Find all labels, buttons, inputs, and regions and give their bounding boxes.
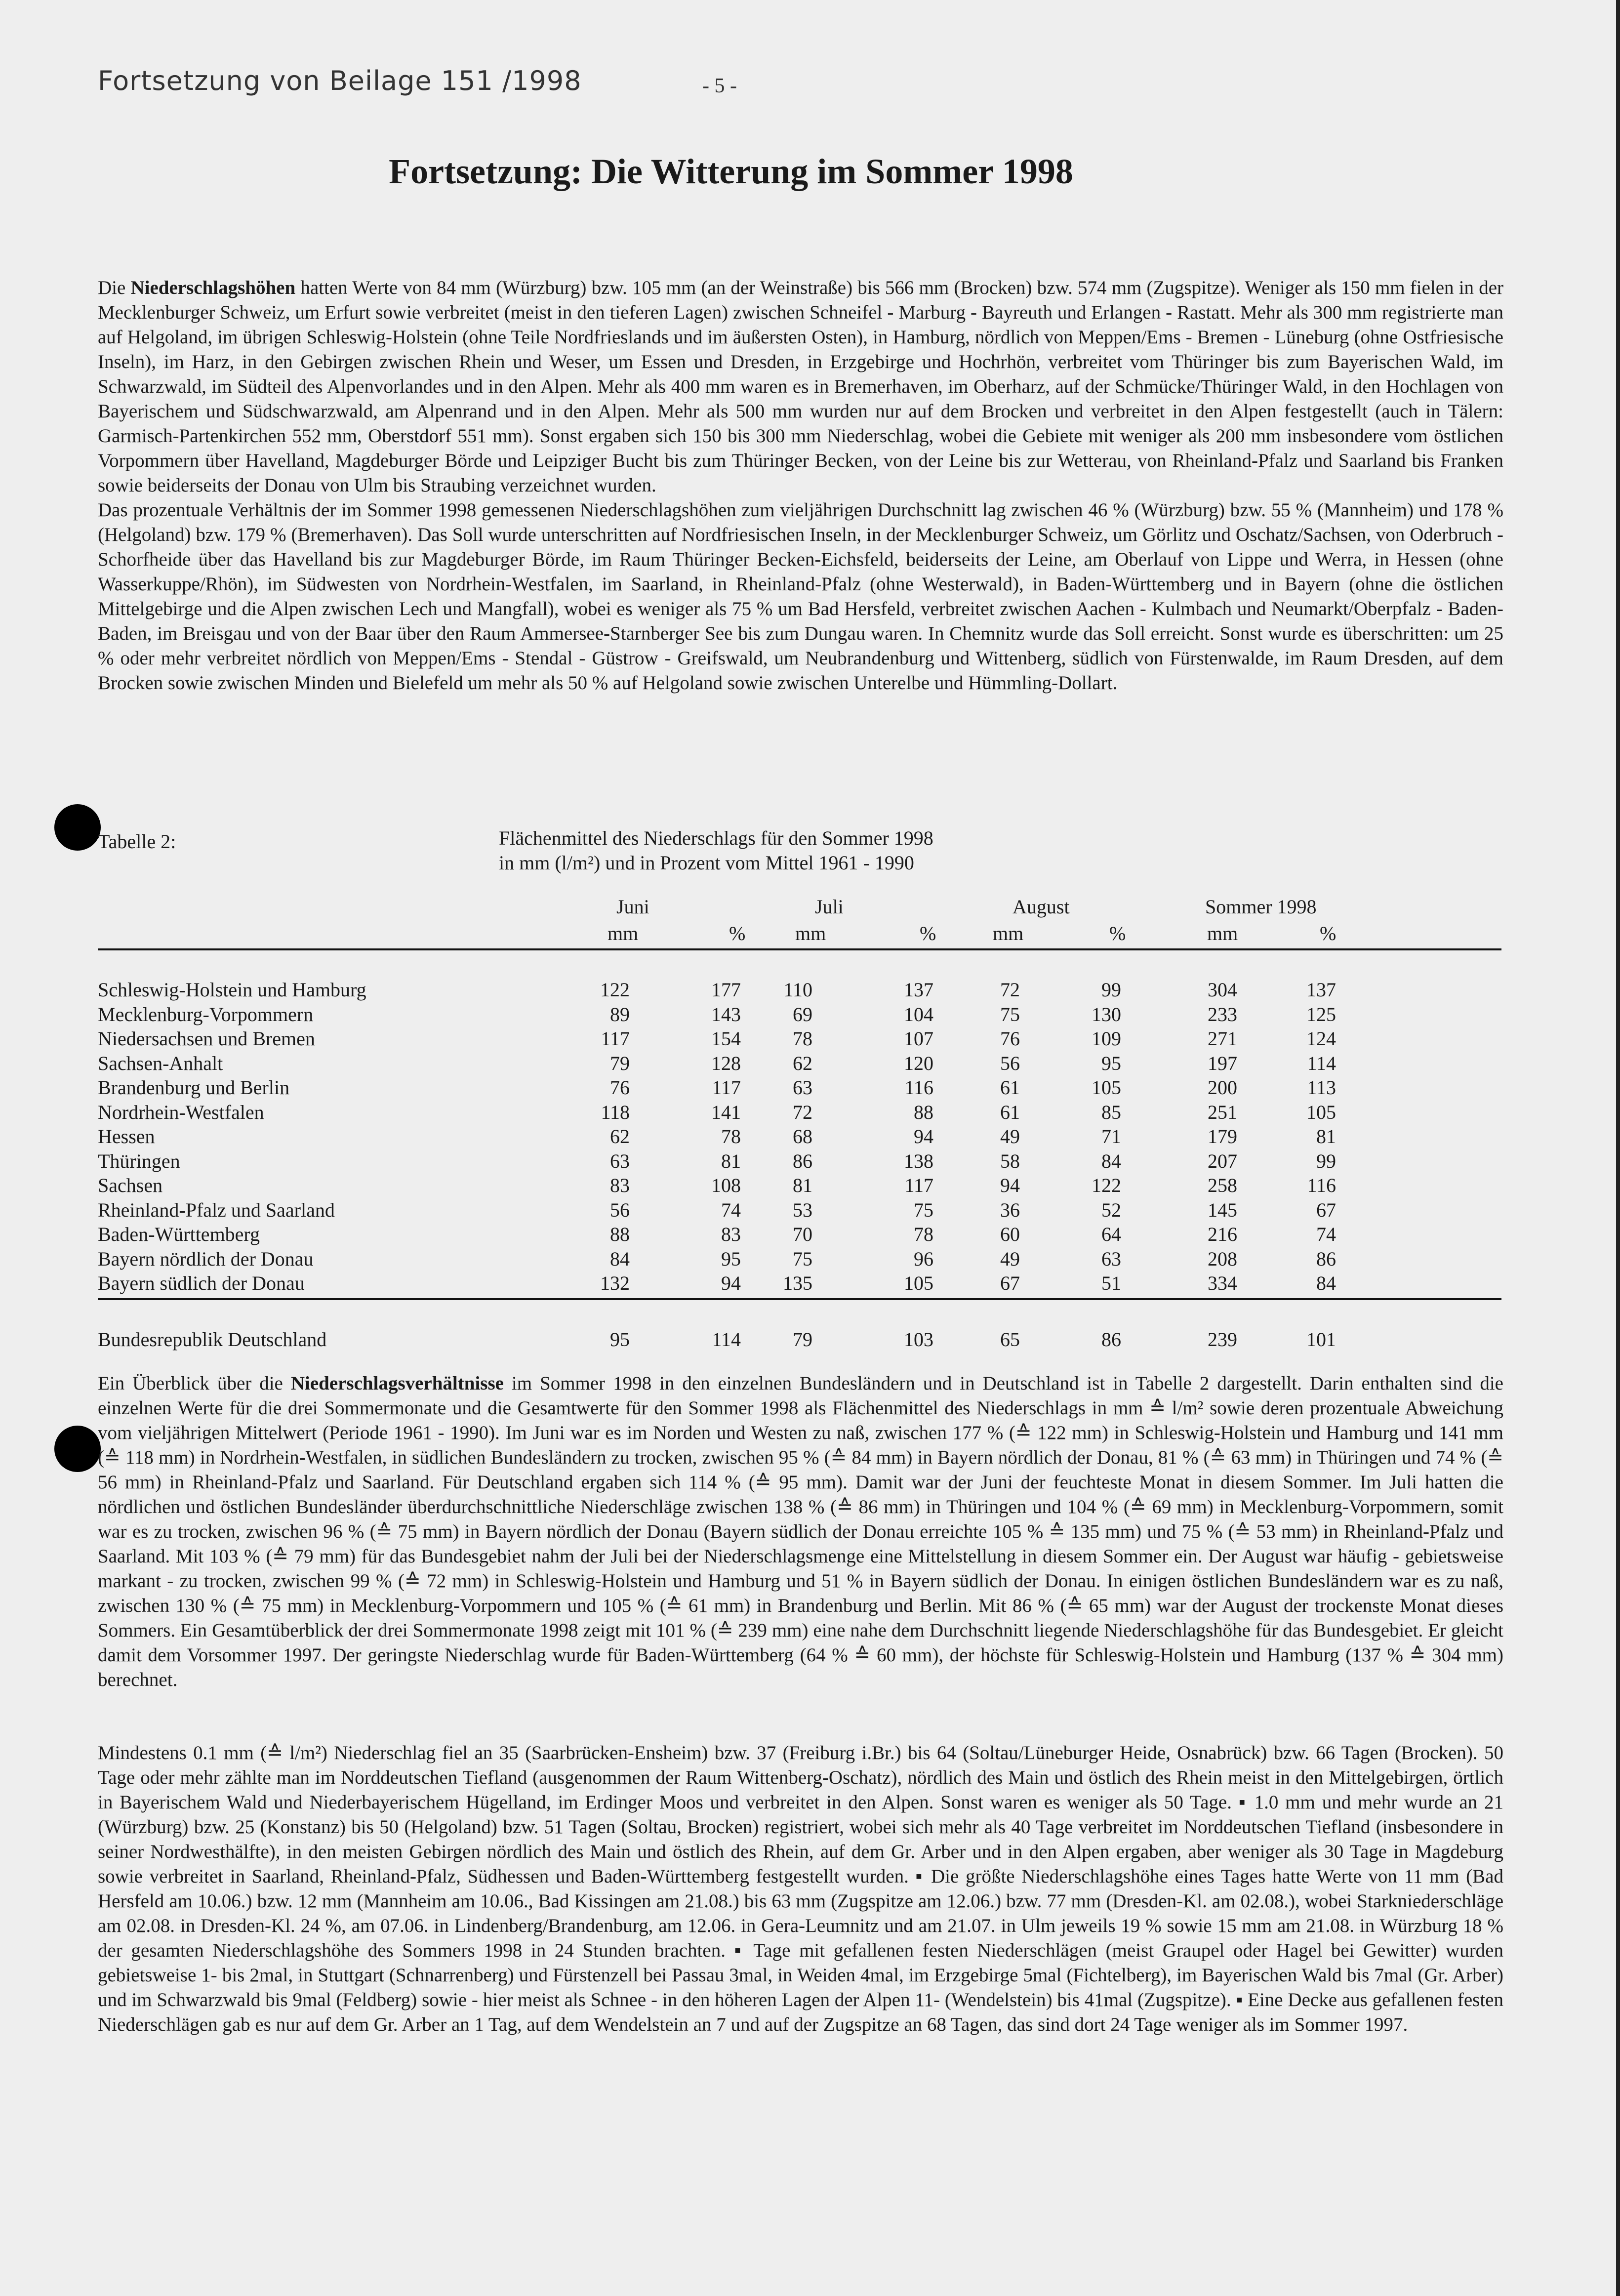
table-cell: 95 bbox=[1101, 1052, 1121, 1074]
table-total-cell: 103 bbox=[904, 1328, 933, 1351]
table-cell: 81 bbox=[1316, 1125, 1336, 1148]
table-cell: 89 bbox=[610, 1003, 630, 1025]
unit-header: % bbox=[1320, 922, 1336, 944]
table-cell: 132 bbox=[600, 1272, 630, 1294]
table-cell: 64 bbox=[1101, 1223, 1121, 1245]
table-cell: 81 bbox=[721, 1149, 741, 1172]
table-cell: 75 bbox=[793, 1247, 812, 1270]
table-cell: 49 bbox=[1000, 1247, 1020, 1270]
table-total-cell: 239 bbox=[1208, 1328, 1237, 1351]
table-cell: 85 bbox=[1101, 1101, 1121, 1123]
paragraph-precipitation-overview bbox=[98, 1371, 1503, 1692]
table-cell: 56 bbox=[1000, 1052, 1020, 1074]
table-cell: 116 bbox=[904, 1076, 933, 1099]
table-cell: 74 bbox=[721, 1198, 741, 1221]
table-cell: 36 bbox=[1000, 1198, 1020, 1221]
table-cell: 207 bbox=[1208, 1149, 1237, 1172]
para1-bold: Niederschlagshöhen bbox=[130, 277, 296, 298]
para1-text: hatten Werte von 84 mm (Würzburg) bzw. 105 mm (an der Weinstraße) bis 566 mm (Brocken) bzw. 574 mm (Zugspitze). Weniger als 150 mm fielen in der Mecklenburger Schweiz, um Erfurt sowie verbreitet (meist in den tieferen Lagen) zwischen Schneifel - Marburg - Bayreuth und Erlangen - Rastatt. Mehr als 300 mm registrierte man auf Helgoland, im übrigen Schleswig-Holstein (ohne Teile Nordfrieslands und im äußersten Osten), in Hamburg, nördlich von Meppen/Ems - Bremen - Lüneburg (ohne Ostfriesische Inseln), im Harz, in den Gebirgen zwischen Rhein und Weser, um Essen und Dresden, in Erzgebirge und Hochrhön, verbreitet vom Thüringer bis zum Bayerischen Wald, im Schwarzwald, im Südteil des Alpenvorlandes und in den Alpen. Mehr als 400 mm waren es in Bremerhaven, im Oberharz, auf der Schmücke/Thüringer Wald, in den Hochlagen von Bayerischem und Südschwarzwald, am Alpenrand und in den Alpen. Mehr als 500 mm wurden nur auf dem Brocken und verbreitet in den Alpen festgestellt (auch in Tälern: Garmisch-Partenkirchen 552 mm, Oberstdorf 551 mm). Sonst ergaben sich 150 bis 300 mm Niederschlag, wobei die Gebiete mit weniger als 200 mm insbesondere vom östlichen Vorpommern über Havelland, Magdeburger Börde und Leipziger Bucht bis zum Thüringer Becken, von der Leine bis zur Wetterau, von Rheinland-Pfalz und Saarland bis Franken sowie beiderseits der Donau von Ulm bis Straubing verzeichnet wurden. bbox=[98, 277, 1504, 496]
table-total-cell: 65 bbox=[1000, 1328, 1020, 1351]
table-cell: 72 bbox=[1000, 979, 1020, 1001]
table-total-cell: 86 bbox=[1101, 1328, 1121, 1351]
table-cell: 99 bbox=[1316, 1149, 1336, 1172]
table-label: Tabelle 2: bbox=[98, 830, 176, 853]
table-row-label: Sachsen bbox=[98, 1174, 163, 1196]
table-cell: 304 bbox=[1208, 979, 1237, 1001]
group-header-juli: Juli bbox=[815, 896, 844, 918]
table-cell: 53 bbox=[793, 1198, 812, 1221]
table-cell: 67 bbox=[1316, 1198, 1336, 1221]
table-cell: 109 bbox=[1092, 1027, 1121, 1050]
para3-text: im Sommer 1998 in den einzelnen Bundesländern und in Deutschland ist in Tabelle 2 dargestellt. Darin enthalten sind die einzelnen Werte für die drei Sommermonate und die Gesamtwerte für den Sommer 1998 als Flächenmittel des Niederschlags in mm ≙ l/m² sowie deren prozentuale Abweichung vom vieljährigen Mittelwert (Periode 1961 - 1990). Im Juni war es im Norden und Westen zu naß, zwischen 177 % (≙ 122 mm) in Schleswig-Holstein und Hamburg und 141 mm (≙ 118 mm) in Nordrhein-Westfalen, in südlichen Bundesländern zu trocken, zwischen 95 % (≙ 84 mm) in Bayern nördlich der Donau, 81 % (≙ 63 mm) in Thüringen und 74 % (≙ 56 mm) in Rheinland-Pfalz und Saarland. Für Deutschland ergaben sich 114 % (≙ 95 mm). Damit war der Juni der feuchteste Monat in diesem Sommer. Im Juli hatten die nördlichen und östlichen Bundesländer überdurchschnittliche Niederschläge zwischen 138 % (≙ 86 mm) in Thüringen und 104 % (≙ 69 mm) in Mecklenburg-Vorpommern, somit war es zu trocken, zwischen 96 % (≙ 75 mm) in Bayern nördlich der Donau (Bayern südlich der Donau erreichte 105 % ≙ 135 mm) und 75 % (≙ 53 mm) in Rheinland-Pfalz und Saarland. Mit 103 % (≙ 79 mm) für das Bundesgebiet nahm der Juli bei der Niederschlagsmenge eine Mittelstellung in diesem Sommer ein. Der August war häufig - gebietsweise markant - zu trocken, zwischen 99 % (≙ 72 mm) in Schleswig-Holstein und Hamburg und 51 % in Bayern südlich der Donau. In einigen östlichen Bundesländern war es zu naß, zwischen 130 % (≙ 75 mm) in Mecklenburg-Vorpommern und 105 % (≙ 61 mm) in Brandenburg und Berlin. Mit 86 % (≙ 65 mm) war der August der trockenste Monat dieses Sommers. Ein Gesamtüberblick der drei Sommermonate 1998 zeigt mit 101 % (≙ 239 mm) eine nahe dem Durchschnitt liegende Niederschlagshöhe für das Bundesgebiet. Er gleicht damit dem Vorsommer 1997. Der geringste Niederschlag wurde für Baden-Württemberg (64 % ≙ 60 mm), der höchste für Schleswig-Holstein und Hamburg (137 % ≙ 304 mm) berechnet. bbox=[98, 1373, 1503, 1690]
table-cell: 60 bbox=[1000, 1223, 1020, 1245]
table-cell: 271 bbox=[1208, 1027, 1237, 1050]
table-cell: 110 bbox=[783, 979, 812, 1001]
table-cell: 86 bbox=[793, 1149, 812, 1172]
para3-bold: Niederschlagsverhältnisse bbox=[290, 1373, 504, 1394]
table-cell: 79 bbox=[610, 1052, 630, 1074]
group-header-sommer: Sommer 1998 bbox=[1205, 896, 1317, 918]
table-cell: 177 bbox=[711, 979, 741, 1001]
table-cell: 130 bbox=[1092, 1003, 1121, 1025]
table-row-label: Sachsen-Anhalt bbox=[98, 1052, 223, 1074]
table-cell: 197 bbox=[1208, 1052, 1237, 1074]
table-cell: 200 bbox=[1208, 1076, 1237, 1099]
table-cell: 67 bbox=[1000, 1272, 1020, 1294]
table-total-cell: 95 bbox=[610, 1328, 630, 1351]
table-cell: 51 bbox=[1101, 1272, 1121, 1294]
table-cell: 117 bbox=[601, 1027, 630, 1050]
page-title: Fortsetzung: Die Witterung im Sommer 1998 bbox=[389, 152, 1073, 191]
table-cell: 99 bbox=[1101, 979, 1121, 1001]
table-cell: 135 bbox=[783, 1272, 812, 1294]
table-cell: 137 bbox=[904, 979, 933, 1001]
table-cell: 61 bbox=[1000, 1101, 1020, 1123]
table-cell: 75 bbox=[1000, 1003, 1020, 1025]
table-cell: 154 bbox=[711, 1027, 741, 1050]
table-cell: 96 bbox=[914, 1247, 933, 1270]
unit-header: mm bbox=[1207, 922, 1238, 944]
paragraph-precipitation-days: Mindestens 0.1 mm (≙ l/m²) Niederschlag fiel an 35 (Saarbrücken-Ensheim) bzw. 37 (Freiburg i.Br.) bis 64 (Soltau/Lüneburger Heide, Osnabrück) bzw. 66 Tagen (Brocken). 50 Tage oder mehr zählte man im Norddeutschen Tiefland (ausgenommen der Raum Wittenberg-Oschatz), nördlich des Main und östlich des Rhein meist in den Mittelgebirgen, örtlich in Bayerischem Wald und Niederbayerischem Hügelland, im Erdinger Moos und verbreitet in den Alpen. Sonst waren es weniger als 50 Tage. ▪ 1.0 mm und mehr wurde an 21 (Würzburg) bzw. 25 (Konstanz) bis 50 (Helgoland) bzw. 51 Tagen (Soltau, Brocken) registriert, wobei sich mehr als 40 Tage verbreitet im Norddeutschen Tiefland (insbesondere in seiner Nordwesthälfte), in den meisten Gebirgen nördlich des Main und östlich des Rhein, auf dem Gr. Arber und in den Alpen ergaben, aber weniger als 30 Tage in Magdeburg sowie verbreitet in Saarland, Rheinland-Pfalz, Südhessen und Baden-Württemberg festgestellt wurden. ▪ Die größte Niederschlagshöhe eines Tages hatte Werte von 11 mm (Bad Hersfeld am 10.06.) bzw. 12 mm (Mannheim am 10.06., Bad Kissingen am 21.08.) bis 63 mm (Zugspitze am 12.06.) bzw. 77 mm (Dresden-Kl. am 02.08.), wobei Starkniederschläge am 02.08. in Dresden-Kl. 24 %, am 07.06. in Lindenberg/Brandenburg, am 12.06. in Gera-Leumnitz und am 21.07. in Ulm jeweils 19 % sowie 15 mm am 21.08. in Würzburg 18 % der gesamten Niederschlagshöhe des Sommers 1998 in 24 Stunden brachten. ▪ Tage mit gefallenen festen Niederschlägen (meist Graupel oder Hagel bei Gewitter) wurden gebietsweise 1- bis 2mal, in Stuttgart (Schnarrenberg) und Fürstenzell bei Passau 3mal, in Weiden 4mal, im Erzgebirge 5mal (Fichtelberg), im Bayerischen Wald bis 7mal (Gr. Arber) und im Schwarzwald bis 9mal (Feldberg) sowie - hier meist als Schnee - in den höheren Lagen der Alpen 11- (Wendelstein) bis 41mal (Zugspitze). ▪ Eine Decke aus gefallenen festen Niederschlägen gab es nur auf dem Gr. Arber an 1 Tag, auf dem Wendelstein an 7 und auf der Zugspitze an 68 Tagen, das sind dort 24 Tage weniger als im Sommer 1997. bbox=[98, 1742, 1503, 2035]
table-cell: 86 bbox=[1316, 1247, 1336, 1270]
table-cell: 107 bbox=[904, 1027, 933, 1050]
table-rule bbox=[98, 948, 1501, 950]
table-cell: 88 bbox=[914, 1101, 933, 1123]
table-row-label: Niedersachsen und Bremen bbox=[98, 1027, 315, 1050]
table-cell: 122 bbox=[600, 979, 630, 1001]
group-header-august: August bbox=[1012, 896, 1070, 918]
table-cell: 251 bbox=[1208, 1101, 1237, 1123]
table-cell: 108 bbox=[711, 1174, 741, 1196]
table-caption bbox=[499, 826, 933, 875]
table-row-label: Bayern nördlich der Donau bbox=[98, 1247, 314, 1270]
table-cell: 70 bbox=[793, 1223, 812, 1245]
table-cell: 63 bbox=[793, 1076, 812, 1099]
table-row-label: Schleswig-Holstein und Hamburg bbox=[98, 979, 366, 1001]
punch-hole bbox=[54, 804, 101, 851]
table-caption-line2: in mm (l/m²) und in Prozent vom Mittel 1961 - 1990 bbox=[499, 852, 914, 874]
table-cell: 114 bbox=[1307, 1052, 1336, 1074]
table-cell: 179 bbox=[1208, 1125, 1237, 1148]
unit-header: % bbox=[1109, 922, 1126, 944]
table-row-label: Baden-Württemberg bbox=[98, 1223, 260, 1245]
table-cell: 63 bbox=[1101, 1247, 1121, 1270]
table-cell: 105 bbox=[1092, 1076, 1121, 1099]
table-total-label: Bundesrepublik Deutschland bbox=[98, 1328, 327, 1351]
table-cell: 78 bbox=[721, 1125, 741, 1148]
group-header-juni: Juni bbox=[616, 896, 649, 918]
table-cell: 88 bbox=[610, 1223, 630, 1245]
page-number: - 5 - bbox=[702, 75, 737, 97]
table-row-label: Mecklenburg-Vorpommern bbox=[98, 1003, 314, 1025]
unit-header: mm bbox=[608, 922, 639, 944]
table-row-label: Bayern südlich der Donau bbox=[98, 1272, 305, 1294]
table-cell: 104 bbox=[904, 1003, 933, 1025]
table-cell: 74 bbox=[1316, 1223, 1336, 1245]
page-header: Fortsetzung von Beilage 151 /1998 bbox=[98, 65, 582, 96]
unit-header: % bbox=[729, 922, 746, 944]
table-cell: 128 bbox=[711, 1052, 741, 1074]
table-cell: 76 bbox=[1000, 1027, 1020, 1050]
table-cell: 62 bbox=[610, 1125, 630, 1148]
table-cell: 116 bbox=[1307, 1174, 1336, 1196]
table-cell: 84 bbox=[610, 1247, 630, 1270]
table-cell: 95 bbox=[721, 1247, 741, 1270]
punch-hole bbox=[54, 1426, 101, 1472]
unit-header: mm bbox=[993, 922, 1024, 944]
table-cell: 81 bbox=[793, 1174, 812, 1196]
table-cell: 75 bbox=[914, 1198, 933, 1221]
table-cell: 334 bbox=[1208, 1272, 1237, 1294]
table-cell: 233 bbox=[1208, 1003, 1237, 1025]
table-row-label: Thüringen bbox=[98, 1149, 180, 1172]
table-cell: 143 bbox=[711, 1003, 741, 1025]
table-row-label: Hessen bbox=[98, 1125, 155, 1148]
table-row-label: Brandenburg und Berlin bbox=[98, 1076, 290, 1099]
table-cell: 71 bbox=[1101, 1125, 1121, 1148]
table-cell: 105 bbox=[1306, 1101, 1336, 1123]
table-cell: 208 bbox=[1208, 1247, 1237, 1270]
table-cell: 63 bbox=[610, 1149, 630, 1172]
table-caption-line1: Flächenmittel des Niederschlags für den Sommer 1998 bbox=[499, 827, 933, 849]
table-cell: 216 bbox=[1208, 1223, 1237, 1245]
para3-lead: Ein Überblick über die bbox=[98, 1373, 291, 1394]
table-cell: 94 bbox=[721, 1272, 741, 1294]
table-cell: 94 bbox=[914, 1125, 933, 1148]
table-cell: 62 bbox=[793, 1052, 812, 1074]
table-cell: 258 bbox=[1208, 1174, 1237, 1196]
table-cell: 49 bbox=[1000, 1125, 1020, 1148]
table-rule bbox=[98, 1298, 1501, 1300]
table-cell: 122 bbox=[1092, 1174, 1121, 1196]
table-cell: 113 bbox=[1307, 1076, 1336, 1099]
table-cell: 76 bbox=[610, 1076, 630, 1099]
table-cell: 61 bbox=[1000, 1076, 1020, 1099]
para2-text: Das prozentuale Verhältnis der im Sommer 1998 gemessenen Niederschlagshöhen zum vieljährigen Durchschnitt lag zwischen 46 % (Würzburg) bzw. 55 % (Mannheim) und 178 % (Helgoland) bzw. 179 % (Bremerhaven). Das Soll wurde unterschritten auf Nordfriesischen Inseln, in der Mecklenburger Schweiz, um Görlitz und Oschatz/Sachsen, von Oderbruch - Schorfheide über das Havelland bis zur Magdeburger Börde, im Raum Thüringer Becken-Eichsfeld, beiderseits der Leine, am Oberlauf von Lippe und Werra, in Hessen (ohne Wasserkuppe/Rhön), im Südwesten von Nordrhein-Westfalen, im Saarland, in Rheinland-Pfalz (ohne Westerwald), in Baden-Württemberg und in Bayern (ohne die östlichen Mittelgebirge und die Alpen zwischen Lech und Mangfall), wobei es weniger als 75 % um Bad Hersfeld, verbreitet zwischen Aachen - Kulmbach und Neumarkt/Oberpfalz - Baden-Baden, im Breisgau und von der Baar über den Raum Ammersee-Starnberger See bis zum Dungau waren. In Chemnitz wurde das Soll erreicht. Sonst wurde es überschritten: um 25 % oder mehr verbreitet nördlich von Meppen/Ems - Stendal - Güstrow - Greifswald, um Neubrandenburg und Wittenberg, südlich von Fürstenwalde, im Raum Dresden, auf dem Brocken sowie zwischen Minden und Bielefeld um mehr als 50 % auf Helgoland sowie zwischen Unterelbe und Hümmling-Dollart. bbox=[98, 499, 1503, 694]
table-cell: 145 bbox=[1208, 1198, 1237, 1221]
table-cell: 120 bbox=[904, 1052, 933, 1074]
table-cell: 72 bbox=[793, 1101, 812, 1123]
table-row-label: Nordrhein-Westfalen bbox=[98, 1101, 264, 1123]
table-cell: 68 bbox=[793, 1125, 812, 1148]
table-cell: 69 bbox=[793, 1003, 812, 1025]
table-cell: 138 bbox=[904, 1149, 933, 1172]
paragraph-precipitation-heights bbox=[98, 276, 1503, 696]
table-cell: 125 bbox=[1306, 1003, 1336, 1025]
table-total-cell: 79 bbox=[793, 1328, 812, 1351]
table-cell: 83 bbox=[721, 1223, 741, 1245]
table-row-label: Rheinland-Pfalz und Saarland bbox=[98, 1198, 335, 1221]
table-cell: 83 bbox=[610, 1174, 630, 1196]
unit-header: mm bbox=[795, 922, 826, 944]
table-cell: 124 bbox=[1306, 1027, 1336, 1050]
table-cell: 94 bbox=[1000, 1174, 1020, 1196]
table-total-cell: 114 bbox=[712, 1328, 741, 1351]
para1-lead: Die bbox=[98, 277, 131, 298]
unit-header: % bbox=[920, 922, 936, 944]
table-cell: 58 bbox=[1000, 1149, 1020, 1172]
table-cell: 56 bbox=[610, 1198, 630, 1221]
table-cell: 84 bbox=[1316, 1272, 1336, 1294]
table-cell: 118 bbox=[601, 1101, 630, 1123]
table-cell: 141 bbox=[711, 1101, 741, 1123]
table-cell: 117 bbox=[904, 1174, 933, 1196]
table-cell: 105 bbox=[904, 1272, 933, 1294]
table-cell: 137 bbox=[1306, 979, 1336, 1001]
table-cell: 117 bbox=[712, 1076, 741, 1099]
table-cell: 84 bbox=[1101, 1149, 1121, 1172]
table-total-cell: 101 bbox=[1306, 1328, 1336, 1351]
table-cell: 52 bbox=[1101, 1198, 1121, 1221]
table-cell: 78 bbox=[793, 1027, 812, 1050]
table-cell: 78 bbox=[914, 1223, 933, 1245]
